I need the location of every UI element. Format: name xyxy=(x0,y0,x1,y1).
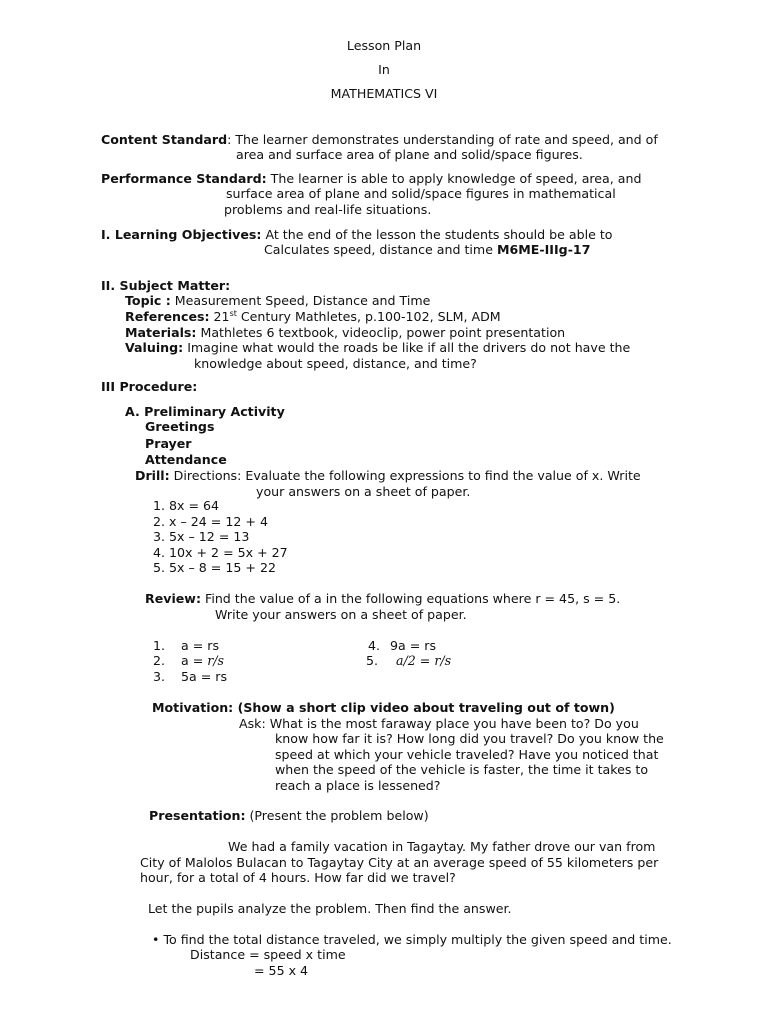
review-item-5-rhs: r/s xyxy=(434,653,452,668)
valuing-label: Valuing: xyxy=(125,340,184,355)
review-item-1-number: 1. xyxy=(153,638,166,653)
greetings: Greetings xyxy=(145,419,215,434)
performance-standard-text-2: surface area of plane and solid/space figures in mathematical xyxy=(226,186,616,201)
learning-objectives-text: At the end of the lesson the students should be able to xyxy=(261,227,613,242)
ask-text-5: reach a place is lessened? xyxy=(275,778,441,793)
ask-row xyxy=(239,716,639,732)
ask-label: Ask: xyxy=(239,716,266,731)
learning-objectives xyxy=(101,227,613,243)
preliminary-activity: A. Preliminary Activity xyxy=(125,404,285,419)
drill-item: 3. 5x – 12 = 13 xyxy=(153,529,250,544)
drill-directions-1: Directions: Evaluate the following expressions to find the value of x. Write xyxy=(169,468,641,483)
drill-directions-2: your answers on a sheet of paper. xyxy=(256,484,471,499)
review-text-2: Write your answers on a sheet of paper. xyxy=(215,607,467,622)
presentation-row xyxy=(149,808,429,824)
review-item-2-number: 2. xyxy=(153,653,166,668)
review-label: Review: xyxy=(145,591,201,606)
review-item-5 xyxy=(396,653,451,669)
review-text-1: Find the value of a in the following equations where r = 45, s = 5. xyxy=(200,591,621,606)
review-item-5-lhs: a/2 xyxy=(396,653,416,668)
calc-line-1: Distance = speed x time xyxy=(190,947,346,962)
materials-label: Materials: xyxy=(125,325,197,340)
review-item-2-lhs: a = xyxy=(181,653,208,668)
materials-text: Mathletes 6 textbook, videoclip, power point presentation xyxy=(196,325,566,340)
learning-objectives-label: I. Learning Objectives: xyxy=(101,227,262,242)
references-text-b: Century Mathletes, p.100-102, SLM, ADM xyxy=(236,309,501,324)
review-row xyxy=(145,591,620,607)
ask-text-3: speed at which your vehicle traveled? Have you noticed that xyxy=(275,747,659,762)
content-standard xyxy=(101,132,658,148)
content-standard-label: Content Standard xyxy=(101,132,228,147)
review-item-4: 9a = rs xyxy=(390,638,437,653)
review-item-5-eq: = xyxy=(415,653,435,668)
title-line-2: In xyxy=(378,62,390,77)
performance-standard-text-1: The learner is able to apply knowledge of speed, area, and xyxy=(266,171,642,186)
drill-row xyxy=(135,468,641,484)
ask-text-1: What is the most faraway place you have been to? Do you xyxy=(265,716,639,731)
references-row xyxy=(125,309,501,325)
attendance: Attendance xyxy=(145,452,227,467)
review-item-4-number: 4. xyxy=(368,638,381,653)
problem-text-1: We had a family vacation in Tagaytay. My father drove our van from xyxy=(228,839,656,854)
title-line-1: Lesson Plan xyxy=(346,38,422,53)
motivation-heading: Motivation: (Show a short clip video about traveling out of town) xyxy=(152,700,615,715)
ask-text-2: know how far it is? How long did you travel? Do you know the xyxy=(275,731,664,746)
title-line-3: MATHEMATICS VI xyxy=(330,86,438,101)
materials-row xyxy=(125,325,565,341)
problem-text-3: hour, for a total of 4 hours. How far did we travel? xyxy=(140,870,456,885)
review-item-3-number: 3. xyxy=(153,669,166,684)
performance-standard-label: Performance Standard: xyxy=(101,171,267,186)
review-item-2-rhs: r/s xyxy=(207,653,225,668)
topic-row xyxy=(125,293,430,309)
references-sup: st xyxy=(229,309,237,318)
problem-text-2: City of Malolos Bulacan to Tagaytay City at an average speed of 55 kilometers per xyxy=(140,855,659,870)
drill-item: 2. x – 24 = 12 + 4 xyxy=(153,514,268,529)
bullet-icon: • xyxy=(152,932,160,947)
content-standard-text-2: area and surface area of plane and solid/space figures. xyxy=(236,147,583,162)
review-item-1: a = rs xyxy=(181,638,220,653)
drill-label: Drill: xyxy=(135,468,170,483)
performance-standard-text-3: problems and real-life situations. xyxy=(224,202,432,217)
performance-standard xyxy=(101,171,641,187)
valuing-text-1: Imagine what would the roads be like if all the drivers do not have the xyxy=(183,340,631,355)
drill-item: 5. 5x – 8 = 15 + 22 xyxy=(153,560,276,575)
prayer: Prayer xyxy=(145,436,192,451)
procedure-heading: III Procedure: xyxy=(101,379,198,394)
review-item-5-number: 5. xyxy=(366,653,379,668)
valuing-text-2: knowledge about speed, distance, and time? xyxy=(194,356,477,371)
topic-label: Topic : xyxy=(125,293,171,308)
topic-text: Measurement Speed, Distance and Time xyxy=(170,293,431,308)
subject-matter-heading: II. Subject Matter: xyxy=(101,278,231,293)
drill-item: 4. 10x + 2 = 5x + 27 xyxy=(153,545,288,560)
drill-item: 1. 8x = 64 xyxy=(153,498,220,513)
learning-objective-text: Calculates speed, distance and time xyxy=(264,242,497,257)
bullet-text: To find the total distance traveled, we simply multiply the given speed and time. xyxy=(159,932,672,947)
review-item-2 xyxy=(181,653,224,669)
ask-text-4: when the speed of the vehicle is faster, the time it takes to xyxy=(275,762,649,777)
bullet-row xyxy=(152,932,672,948)
presentation-note: (Present the problem below) xyxy=(245,808,429,823)
competency-code: M6ME-IIIg-17 xyxy=(496,242,591,257)
content-standard-text-1: : The learner demonstrates understanding of rate and speed, and of xyxy=(227,132,658,147)
review-item-3: 5a = rs xyxy=(181,669,228,684)
references-label: References: xyxy=(125,309,210,324)
valuing-row xyxy=(125,340,630,356)
analyze-instruction: Let the pupils analyze the problem. Then find the answer. xyxy=(148,901,512,916)
references-text-a: 21 xyxy=(209,309,230,324)
learning-objective-item xyxy=(264,242,590,258)
presentation-label: Presentation: xyxy=(149,808,246,823)
calc-line-2: = 55 x 4 xyxy=(254,963,309,978)
